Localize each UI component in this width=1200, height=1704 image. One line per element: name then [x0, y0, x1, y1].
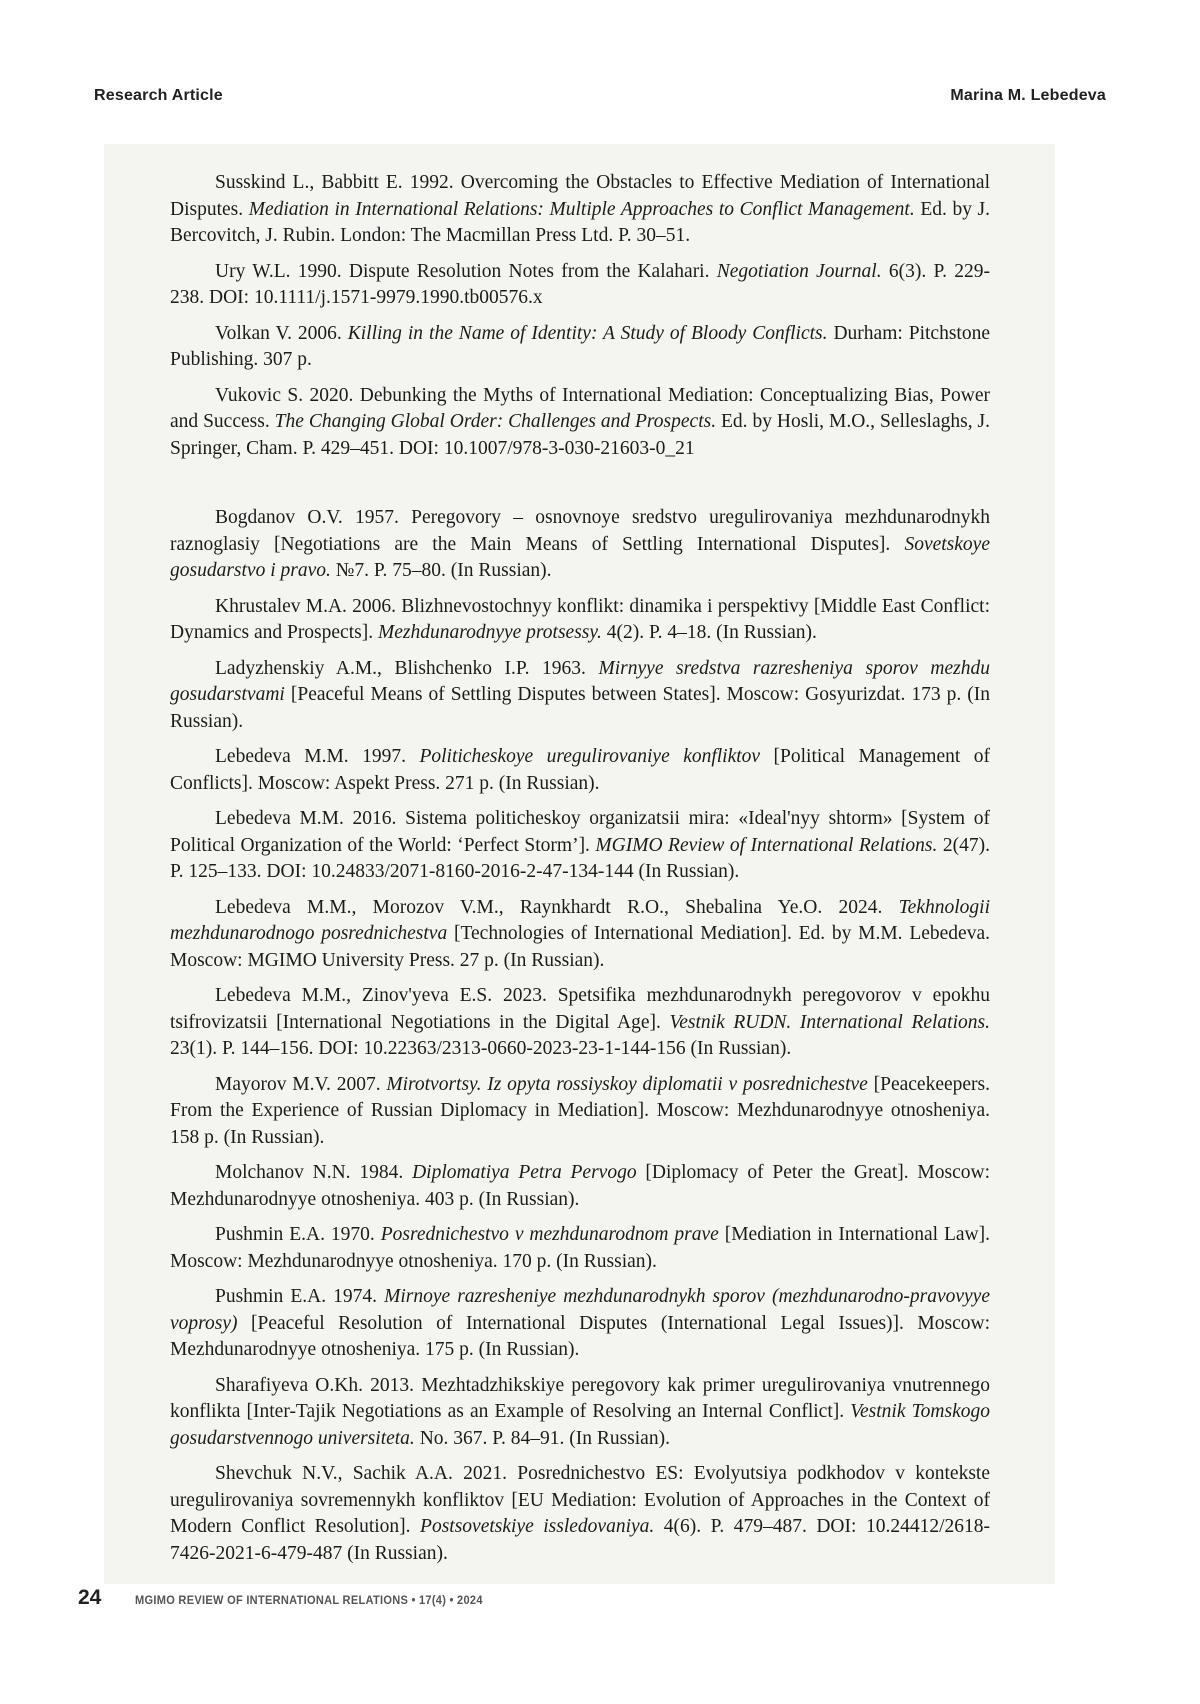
reference-entry: Khrustalev M.A. 2006. Blizhnevostochnyy konflikt: dinamika i perspektivy [Middle East Conflict: Dynamics and Prospects]. Mezhdunarodnyye protsessy. 4(2). P. 4–18. (In Russian).	[170, 595, 990, 643]
reference-entry: Vukovic S. 2020. Debunking the Myths of International Mediation: Conceptualizing Bias, Power and Success. The Changing Global Order: Challenges and Prospects. Ed. by Hosli, M.O., Selleslaghs, J. Springer, Cham. P. 429–451. DOI: 10.1007/978-3-030-21603-0_21	[170, 384, 990, 459]
reference-entry: Lebedeva M.M. 1997. Politicheskoye uregulirovaniye konfliktov [Political Management of Conflicts]. Moscow: Aspekt Press. 271 p. (In Russian).	[170, 746, 990, 794]
reference-entry: Lebedeva M.M. 2016. Sistema politicheskoy organizatsii mira: «Ideal'nyy shtorm» [System of Political Organization of the World: ‘Perfect Storm’]. MGIMO Review of International Relations. 2(47). P. 125–133. DOI: 10.24833/2071-8160-2016-2-47-134-144 (In Russian).	[170, 808, 990, 882]
page-number: 24	[78, 1586, 102, 1609]
references-panel	[104, 144, 1055, 1584]
reference-entry: Sharafiyeva O.Kh. 2013. Mezhtadzhikskiye peregovory kak primer uregulirovaniya vnutrennego konflikta [Inter-Tajik Negotiations as an Example of Resolving an Internal Conflict]. Vestnik Tomskogo gosudarstvennogo universiteta. No. 367. P. 84–91. (In Russian).	[170, 1374, 990, 1449]
references-russian-section	[170, 505, 990, 1567]
running-footer	[78, 1586, 1106, 1610]
reference-entry: Bogdanov O.V. 1957. Peregovory – osnovnoye sredstvo uregulirovaniya mezhdunarodnykh raznoglasiy [Negotiations are the Main Means of Settling International Disputes]. Sovetskoye gosudarstvo i pravo. №7. P. 75–80. (In Russian).	[170, 507, 990, 581]
journal-footer-line: MGIMO REVIEW OF INTERNATIONAL RELATIONS • 17(4) • 2024	[135, 1595, 484, 1607]
running-header	[94, 87, 1106, 105]
section-divider-gap	[170, 471, 990, 505]
reference-entry: Molchanov N.N. 1984. Diplomatiya Petra Pervogo [Diplomacy of Peter the Great]. Moscow: Mezhdunarodnyye otnosheniya. 403 p. (In Russian).	[170, 1162, 991, 1210]
reference-entry: Susskind L., Babbitt E. 1992. Overcoming the Obstacles to Effective Mediation of International Disputes. Mediation in International Relations: Multiple Approaches to Conflict Management. Ed. by J. Bercovitch, J. Rubin. London: The Macmillan Press Ltd. P. 30–51.	[170, 172, 991, 246]
reference-entry: Shevchuk N.V., Sachik A.A. 2021. Posrednichestvo ES: Evolyutsiya podkhodov v kontekste uregulirovaniya sovremennykh konfliktov [EU Mediation: Evolution of Approaches in the Context of Modern Conflict Resolution]. Postsovetskiye issledovaniya. 4(6). P. 479–487. DOI: 10.24412/2618-7426-2021-6-479-487 (In Russian).	[170, 1463, 990, 1564]
reference-entry: Pushmin E.A. 1974. Mirnoye razresheniye mezhdunarodnykh sporov (mezhdunarodno-pravovyye voprosy) [Peaceful Resolution of International Disputes (International Legal Issues)]. Moscow: Mezhdunarodnyye otnosheniya. 175 p. (In Russian).	[170, 1286, 990, 1360]
reference-entry: Lebedeva M.M., Morozov V.M., Raynkhardt R.O., Shebalina Ye.O. 2024. Tekhnologii mezhdunarodnogo posrednichestva [Technologies of International Mediation]. Ed. by M.M. Lebedeva. Moscow: MGIMO University Press. 27 p. (In Russian).	[170, 896, 990, 971]
reference-entry: Pushmin E.A. 1970. Posrednichestvo v mezhdunarodnom prave [Mediation in International Law]. Moscow: Mezhdunarodnyye otnosheniya. 170 p. (In Russian).	[170, 1224, 990, 1272]
reference-entry: Mayorov M.V. 2007. Mirotvortsy. Iz opyta rossiyskoy diplomatii v posrednichestve [Peacekeepers. From the Experience of Russian Diplomacy in Mediation]. Moscow: Mezhdunarodnyye otnosheniya. 158 p. (In Russian).	[170, 1073, 990, 1148]
reference-entry: Lebedeva M.M., Zinov'yeva E.S. 2023. Spetsifika mezhdunarodnykh peregovorov v epokhu tsifrovizatsii [International Negotiations in the Digital Age]. Vestnik RUDN. International Relations. 23(1). P. 144–156. DOI: 10.22363/2313-0660-2023-23-1-144-156 (In Russian).	[170, 985, 990, 1059]
reference-entry: Ladyzhenskiy A.M., Blishchenko I.P. 1963. Mirnyye sredstva razresheniya sporov mezhdu gosudarstvami [Peaceful Means of Settling Disputes between States]. Moscow: Gosyurizdat. 173 p. (In Russian).	[170, 657, 990, 732]
reference-entry: Volkan V. 2006. Killing in the Name of Identity: A Study of Bloody Conflicts. Durham: Pitchstone Publishing. 307 p.	[170, 322, 990, 370]
reference-entry: Ury W.L. 1990. Dispute Resolution Notes from the Kalahari. Negotiation Journal. 6(3). P. 229-238. DOI: 10.1111/j.1571-9979.1990.tb00576.x	[170, 260, 991, 308]
running-header-article-type: Research Article	[94, 87, 223, 104]
references-international-section	[170, 170, 990, 462]
running-header-author: Marina M. Lebedeva	[950, 87, 1106, 104]
